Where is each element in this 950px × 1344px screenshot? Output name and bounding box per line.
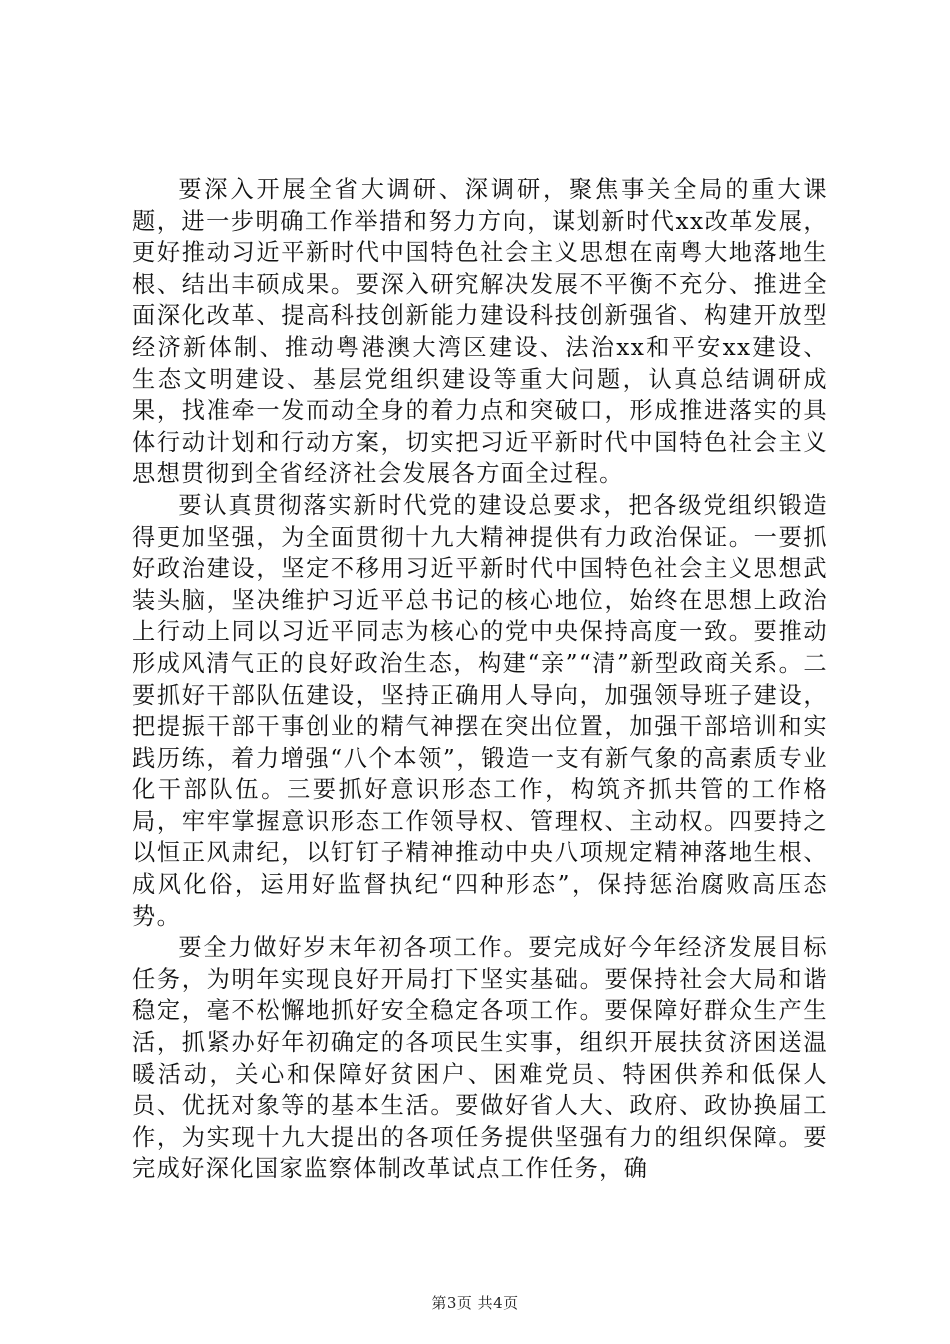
page-footer: 第3页 共4页: [431, 1294, 519, 1312]
paragraph-party-building: 要认真贯彻落实新时代党的建设总要求，把各级党组织锻造得更加坚强，为全面贯彻十九大精神提供有力政治保证。一要抓好政治建设，坚定不移用习近平新时代中国特色社会主义思想武装头脑，坚决维护习近平总书记的核心地位，始终在思想上政治上行动上同以习近平同志为核心的党中央保持高度一致。要推动形成风清气正的良好政治生态，构建“亲”“清”新型政商关系。二要抓好干部队伍建设，坚持正确用人导向，加强领导班子建设，把提振干部干事创业的精气神摆在突出位置，加强干部培训和实践历练，着力增强“八个本领”，锻造一支有新气象的高素质专业化干部队伍。三要抓好意识形态工作，构筑齐抓共管的工作格局，牢牢掌握意识形态工作领导权、管理权、主动权。四要持之以恒正风肃纪，以钉钉子精神推动中央八项规定精神落地生根、成风化俗，运用好监督执纪“四种形态”，保持惩治腐败高压态势。: [132, 491, 828, 930]
paragraph-year-end-work: 要全力做好岁末年初各项工作。要完成好今年经济发展目标任务，为明年实现良好开局打下坚实基础。要保持社会大局和谐稳定，毫不松懈地抓好安全稳定各项工作。要保障好群众生产生活，抓紧办好年初确定的各项民生实事，组织开展扶贫济困送温暖活动，关心和保障好贫困户、困难党员、特困供养和低保人员、优抚对象等的基本生活。要做好省人大、政府、政协换届工作，为实现十九大提出的各项任务提供坚强有力的组织保障。要完成好深化国家监察体制改革试点工作任务，确: [132, 934, 828, 1183]
document-body: [132, 174, 828, 1185]
paragraph-research: 要深入开展全省大调研、深调研，聚焦事关全局的重大课题，进一步明确工作举措和努力方向，谋划新时代xx改革发展，更好推动习近平新时代中国特色社会主义思想在南粤大地落地生根、结出丰硕成果。要深入研究解决发展不平衡不充分、推进全面深化改革、提高科技创新能力建设科技创新强省、构建开放型经济新体制、推动粤港澳大湾区建设、法治xx和平安xx建设、生态文明建设、基层党组织建设等重大问题，认真总结调研成果，找准牵一发而动全身的着力点和突破口，形成推进落实的具体行动计划和行动方案，切实把习近平新时代中国特色社会主义思想贯彻到全省经济社会发展各方面全过程。: [132, 176, 828, 488]
